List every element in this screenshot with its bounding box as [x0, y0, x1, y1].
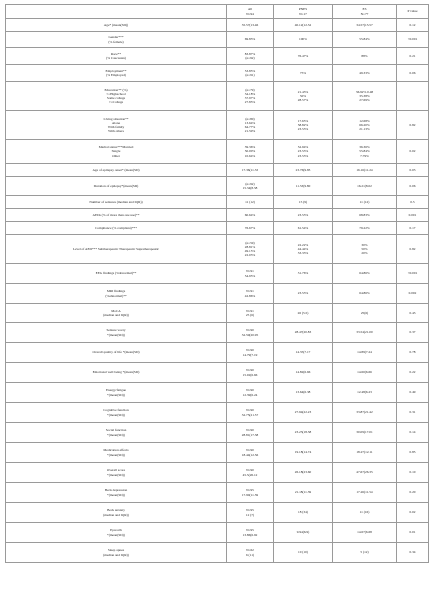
all-cell: N=95 13.86(6.92: [227, 523, 274, 543]
pnes-cell: 9.94(6.9): [274, 523, 333, 543]
pnes-cell: 23.53%: [274, 209, 333, 222]
table-row: [6, 19, 429, 32]
es-cell: 25(6): [333, 304, 397, 323]
table-row: [6, 65, 429, 82]
row-label-cell: Sleep apnea (median and IQR)): [6, 543, 227, 563]
table-row: [6, 463, 429, 483]
row-label-cell: Overall score *(mean(SD)): [6, 463, 227, 483]
es-cell: 5 (12): [333, 543, 397, 563]
pvalue-cell: 0.43: [397, 304, 429, 323]
pnes-cell: 28.47(20.83: [274, 323, 333, 343]
all-cell: 35.57(13.46: [227, 19, 274, 32]
es-cell: 36.36% 55.84% 7.79%: [333, 140, 397, 164]
row-label-cell: Marital status***Married Single Other: [6, 140, 227, 164]
row-label-cell: Beck depression *(mean(SD)): [6, 483, 227, 503]
pvalue-cell: 0.82: [397, 235, 429, 264]
pvalue-cell: 0.14: [397, 423, 429, 443]
pnes-cell: 21.18(11.39: [274, 483, 333, 503]
table-row: [6, 423, 429, 443]
pvalue-cell: 0.85: [397, 443, 429, 463]
all-cell: N=91 42.86%: [227, 284, 274, 304]
all-cell: N=91 54.95%: [227, 264, 274, 284]
header-cell-label: [6, 5, 227, 19]
all-cell: N=90 28.81(17.38: [227, 423, 274, 443]
all-cell: N=90 32.75(21.57: [227, 403, 274, 423]
pnes-cell: 61.54%: [274, 222, 333, 235]
pvalue-cell: 0.10: [397, 463, 429, 483]
table-row: [6, 323, 429, 343]
es-cell: 14.67(6.68: [333, 523, 397, 543]
table-row: [6, 32, 429, 48]
table-row: [6, 48, 429, 65]
pvalue-cell: 0.01: [397, 523, 429, 543]
pvalue-cell: 0.22: [397, 363, 429, 383]
all-cell: N=62 6 (11): [227, 543, 274, 563]
pnes-cell: 13.64(6.38: [274, 383, 333, 403]
header-cell-pnes: PNES N=17: [274, 5, 333, 19]
row-label-cell: Seizure worry *(mean(SD)): [6, 323, 227, 343]
row-label-cell: Age* (mean(SD)): [6, 19, 227, 32]
es-cell: 11 (12): [333, 196, 397, 209]
pnes-cell: 23.76(9.83: [274, 164, 333, 177]
table-row: [6, 343, 429, 363]
pnes-cell: 23.23(18.38: [274, 423, 333, 443]
pvalue-cell: 0.78: [397, 343, 429, 363]
es-cell: 55.84%: [333, 32, 397, 48]
all-cell: (n=79) 34.18% 37.97% 27.85%: [227, 82, 274, 111]
pnes-cell: 26 (5.5): [274, 304, 333, 323]
all-cell: 11 (12): [227, 196, 274, 209]
es-cell: 11 (16): [333, 503, 397, 523]
row-label-cell: Duration of epilepsy*(mean(SD): [6, 177, 227, 196]
table-row: [6, 209, 429, 222]
pvalue-cell: 0.001: [397, 209, 429, 222]
pnes-cell: 19.18(14.74: [274, 443, 333, 463]
header-row: [6, 5, 429, 19]
all-cell: N=91 25 (6): [227, 304, 274, 323]
pnes-cell: 10 (10): [274, 543, 333, 563]
table-row: [6, 235, 429, 264]
all-cell: N=90 18.44(12.56: [227, 443, 274, 463]
header-cell-pvalue: P value: [397, 5, 429, 19]
pvalue-cell: 0.06: [397, 65, 429, 82]
pnes-cell: 14.82(6.66: [274, 363, 333, 383]
all-cell: N=90 15.02(6.66: [227, 363, 274, 383]
pvalue-cell: 0.37: [397, 323, 429, 343]
pvalue-cell: <0.001: [397, 32, 429, 48]
es-cell: 17.26(11.54: [333, 483, 397, 503]
pvalue-cell: 0.12: [397, 19, 429, 32]
pnes-cell: 14.35(7.17: [274, 343, 333, 363]
row-label-cell: Living situation** Alone With family With others: [6, 111, 227, 140]
es-cell: 30.09(17.01: [333, 423, 397, 443]
es-cell: 33.54(21.00: [333, 323, 397, 343]
pvalue-cell: 0.82: [397, 111, 429, 140]
table-row: [6, 164, 429, 177]
pnes-cell: 21.43% 50% 28.57%: [274, 82, 333, 111]
row-label-cell: Beck anxiety (median and IQR)): [6, 503, 227, 523]
es-cell: 14.60(6.66: [333, 363, 397, 383]
pnes-cell: 17.65% 58.82% 23.53%: [274, 111, 333, 140]
pvalue-cell: <0.001: [397, 264, 429, 284]
table-row: [6, 140, 429, 164]
pnes-cell: 40.12(12.32: [274, 19, 333, 32]
all-cell: 69.83%: [227, 32, 274, 48]
row-label-cell: MRI findings (%abnormal)**: [6, 284, 227, 304]
all-cell: 76.67%: [227, 222, 274, 235]
row-label-cell: Gender*** (% female): [6, 32, 227, 48]
all-cell: 60.64%: [227, 209, 274, 222]
row-label-cell: Cognitive function *(mean(SD)): [6, 403, 227, 423]
row-label-cell: Medication effects *(mean(SD)): [6, 443, 227, 463]
all-cell: (n=59) 28.81% 49.15% 22.03%: [227, 235, 274, 264]
all-cell: 53.85% (n=91): [227, 65, 274, 82]
pnes-cell: 100%: [274, 32, 333, 48]
pvalue-cell: 0.20: [397, 483, 429, 503]
es-cell: 33.87(21.42: [333, 403, 397, 423]
all-cell: (n=92) 15.34(8.58: [227, 177, 274, 196]
table-row: [6, 111, 429, 140]
all-cell: N=90 32.59(20.95: [227, 323, 274, 343]
table-row: [6, 383, 429, 403]
pvalue-cell: 0.34: [397, 543, 429, 563]
table-row: [6, 82, 429, 111]
pnes-cell: 76.47%: [274, 48, 333, 65]
es-cell: 18.27(12.11: [333, 443, 397, 463]
all-cell: 39.36% 50.00% 10.64%: [227, 140, 274, 164]
es-cell: 30% 50% 20%: [333, 235, 397, 264]
table-row: [6, 363, 429, 383]
es-cell: 88%: [333, 48, 397, 65]
row-label-cell: Compliance (% compliant)***: [6, 222, 227, 235]
table-row: [6, 523, 429, 543]
row-label-cell: Overall quality of life *(mean(SD): [6, 343, 227, 363]
es-cell: 49.33%: [333, 65, 397, 82]
pvalue-cell: 0.06: [397, 177, 429, 196]
row-label-cell: Energy/fatigue *(mean(SD)): [6, 383, 227, 403]
pvalue-cell: 0.5: [397, 196, 429, 209]
es-cell: 14.89(7.24: [333, 343, 397, 363]
table-row: [6, 503, 429, 523]
all-cell: N=90 14.79(7.19: [227, 343, 274, 363]
row-label-cell: MoCA (median and IQR)): [6, 304, 227, 323]
pvalue-cell: 0.17: [397, 222, 429, 235]
table-page: [5, 4, 428, 596]
es-cell: 64.86%: [333, 264, 397, 284]
es-cell: 64.86%: [333, 284, 397, 304]
all-cell: N=95 12 (7): [227, 503, 274, 523]
pvalue-cell: 0.49: [397, 383, 429, 403]
pvalue-cell: 0.03: [397, 164, 429, 177]
table-row: [6, 483, 429, 503]
es-cell: 68.83%: [333, 209, 397, 222]
es-cell: 47.67(26.35: [333, 463, 397, 483]
all-cell: (n=80) 13.64% 64.77% 21.59%: [227, 111, 274, 140]
pvalue-cell: 0.31: [397, 403, 429, 423]
header-cell-es: ES N=77: [333, 5, 397, 19]
es-cell: 12.68% 66.20% 21.13%: [333, 111, 397, 140]
all-cell: N=95 17.90(11.59: [227, 483, 274, 503]
pnes-cell: 23.53%: [274, 284, 333, 304]
pnes-cell: 75%: [274, 65, 333, 82]
table-row: [6, 177, 429, 196]
pvalue-cell: 0.002: [397, 284, 429, 304]
all-cell: N=90 45.5(26.12: [227, 463, 274, 483]
es-cell: 79.22%: [333, 222, 397, 235]
es-cell: 34.57(13.57: [333, 19, 397, 32]
characteristics-table: [5, 4, 429, 563]
pnes-cell: 52.94% 23.53% 23.53%: [274, 140, 333, 164]
row-label-cell: Race** (% Caucasian): [6, 48, 227, 65]
pvalue-cell: 0.02: [397, 503, 429, 523]
es-cell: 16.21(8.02: [333, 177, 397, 196]
table-row: [6, 443, 429, 463]
row-label-cell: Epworth *(mean(SD)): [6, 523, 227, 543]
table-row: [6, 264, 429, 284]
es-cell: 36.92% 0.48 35.38% 27.69%: [333, 82, 397, 111]
table-row: [6, 403, 429, 423]
es-cell: 16.16(11.24: [333, 164, 397, 177]
all-cell: 17.36(11.33: [227, 164, 274, 177]
pnes-cell: 22.22% 44.44% 33.33%: [274, 235, 333, 264]
row-label-cell: Emotional well being *(mean(SD): [6, 363, 227, 383]
pvalue-cell: 0.21: [397, 48, 429, 65]
row-label-cell: Age of epilepsy onset* (mean(SD): [6, 164, 227, 177]
row-label-cell: Employment** (% Employed): [6, 65, 227, 82]
pnes-cell: 27.94(22.23: [274, 403, 333, 423]
table-row: [6, 222, 429, 235]
table-row: [6, 196, 429, 209]
pnes-cell: 26.18(23.60: [274, 463, 333, 483]
all-cell: 83.87% (n=92): [227, 48, 274, 65]
table-row: [6, 304, 429, 323]
pnes-cell: 31.76%: [274, 264, 333, 284]
table-row: [6, 284, 429, 304]
header-cell-all: All N=94: [227, 5, 274, 19]
pnes-cell: 15 (9): [274, 196, 333, 209]
pvalue-cell: [397, 82, 429, 111]
es-cell: 12.48(6.23: [333, 383, 397, 403]
all-cell: N=90 12.39(6.24: [227, 383, 274, 403]
table-row: [6, 543, 429, 563]
pvalue-cell: 0.02: [397, 140, 429, 164]
pnes-cell: 11.53(9.80: [274, 177, 333, 196]
row-label-cell: Level of AED*** Subtherapeutic Therapeutic Supratherapeutic: [6, 235, 227, 264]
row-label-cell: AEDs (% of more than one use)**: [6, 209, 227, 222]
pnes-cell: 18 (34): [274, 503, 333, 523]
row-label-cell: Social function *(mean(SD)): [6, 423, 227, 443]
row-label-cell: Education** (%) <=Highschool Some college >=College: [6, 82, 227, 111]
row-label-cell: Number of seizures (median and IQR)): [6, 196, 227, 209]
row-label-cell: EEG findings (%abnormal)**: [6, 264, 227, 284]
